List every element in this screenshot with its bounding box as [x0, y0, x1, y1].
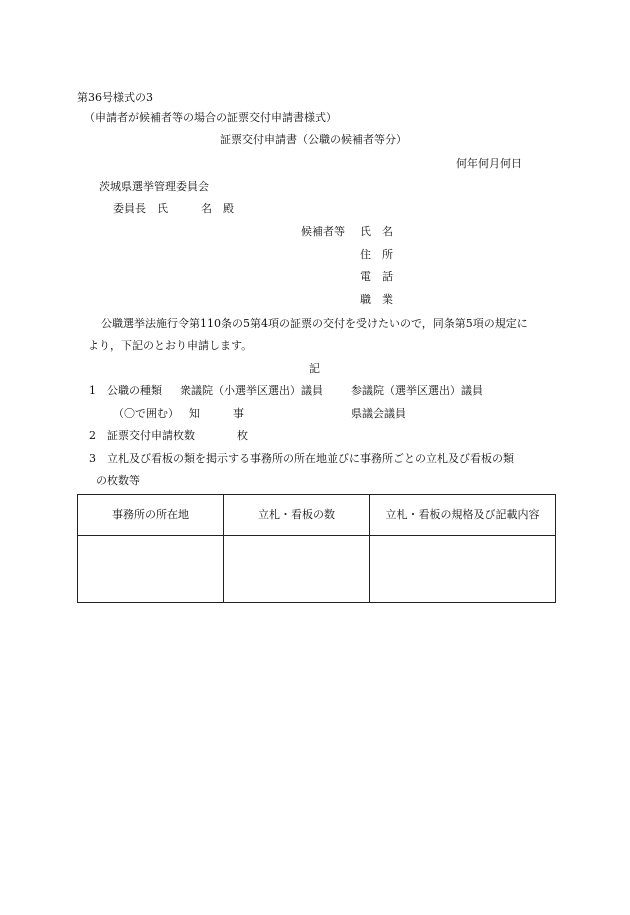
item1-option-house: 衆議院（小選挙区選出）議員: [180, 384, 323, 397]
table-row: [78, 536, 556, 603]
applicant-occupation: 職 業: [360, 293, 393, 306]
item1-circle-note: （〇で囲む）: [113, 407, 179, 420]
item3-line-2: の枚数等: [96, 474, 140, 487]
item1-option-prefectural: 県議会議員: [351, 407, 406, 420]
col-header-office-location: 事務所の所在地: [78, 495, 224, 536]
page-title: 証票交付申請書（公職の候補者等分）: [220, 133, 407, 146]
item1-option-councillors: 参議院（選挙区選出）議員: [351, 384, 483, 397]
date-field: 何年何月何日: [456, 157, 522, 170]
body-line-1: 公職選挙法施行令第110条の5第4項の証票の交付を受けたいので，同条第5項の規定に: [101, 317, 528, 330]
cell-sign-spec[interactable]: [370, 536, 556, 603]
body-line-2: より，下記のとおり申請します。: [88, 339, 253, 352]
form-number: 第36号様式の3: [77, 91, 153, 104]
applicant-label: 候補者等: [301, 225, 345, 238]
cell-sign-count[interactable]: [224, 536, 370, 603]
cell-office-location[interactable]: [78, 536, 224, 603]
applicant-phone: 電 話: [360, 270, 393, 283]
item1-label: 1 公職の種類: [89, 384, 162, 397]
form-note: （申請者が候補者等の場合の証票交付申請書様式）: [84, 111, 337, 124]
addressee-committee: 茨城県選挙管理委員会: [99, 180, 209, 193]
addressee-chair: 委員長 氏 名 殿: [113, 202, 234, 215]
office-signboard-table: [77, 494, 556, 603]
item3-line-1: 3 立札及び看板の類を掲示する事務所の所在地並びに事務所ごとの立札及び看板の類: [89, 452, 514, 465]
item1-option-governor: 知 事: [189, 407, 244, 420]
item2-unit: 枚: [237, 429, 248, 442]
table-header-row: [78, 495, 556, 536]
col-header-sign-spec: 立札・看板の規格及び記載内容: [370, 495, 556, 536]
item2-label: 2 証票交付申請枚数: [89, 429, 195, 442]
applicant-address: 住 所: [360, 248, 393, 261]
applicant-name: 氏 名: [360, 225, 393, 238]
ki-heading: 記: [309, 362, 320, 375]
col-header-sign-count: 立札・看板の数: [224, 495, 370, 536]
